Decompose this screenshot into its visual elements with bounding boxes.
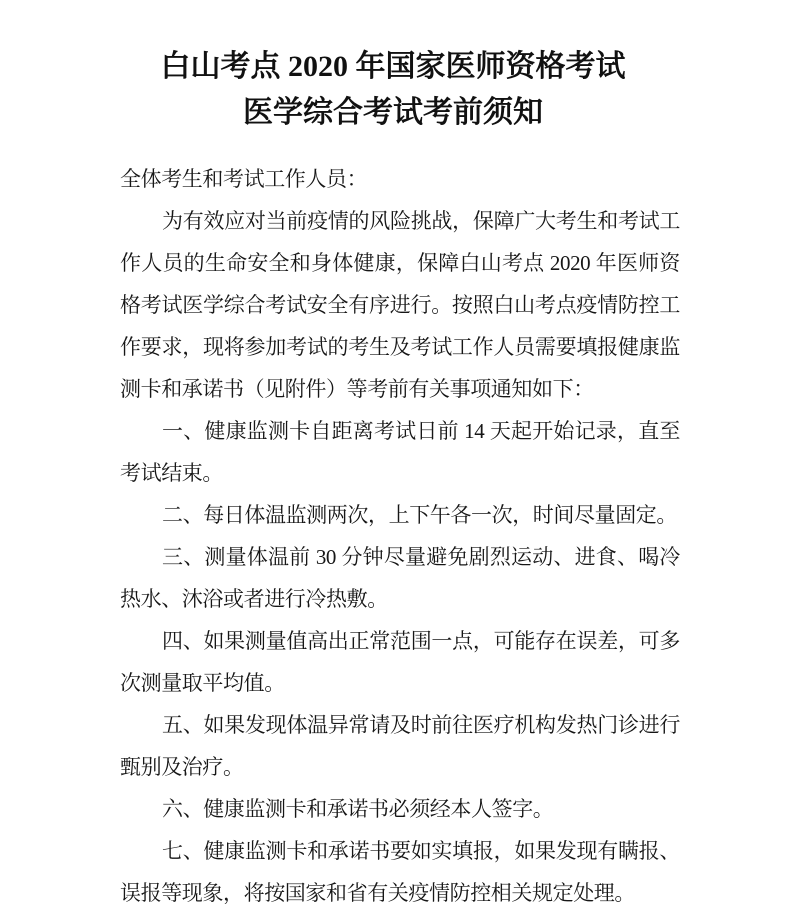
paragraph: 六、健康监测卡和承诺书必须经本人签字。 <box>162 797 554 821</box>
document-body <box>0 158 786 904</box>
document-title-line-2: 医学综合考试考前须知 <box>243 96 543 129</box>
paragraph: 三、测量体温前 30 分钟尽量避免剧烈运动、进食、喝冷热水、沐浴或者进行冷热敷。 <box>120 545 680 611</box>
paragraph: 五、如果发现体温异常请及时前往医疗机构发热门诊进行甄别及治疗。 <box>120 713 680 779</box>
document-title-line-1: 白山考点 2020 年国家医师资格考试 <box>160 50 626 83</box>
paragraph: 二、每日体温监测两次，上下午各一次，时间尽量固定。 <box>162 503 677 527</box>
paragraph: 四、如果测量值高出正常范围一点，可能存在误差，可多次测量取平均值。 <box>120 629 680 695</box>
paragraph: 为有效应对当前疫情的风险挑战，保障广大考生和考试工作人员的生命安全和身体健康，保障白山考点 2020 年医师资格考试医学综合考试安全有序进行。按照白山考点疫情防控工作要求，现将参加考试的考生及考试工作人员需要填报健康监测卡和承诺书（见附件）等考前有关事项通知如下： <box>120 209 680 401</box>
paragraph: 一、健康监测卡自距离考试日前 14 天起开始记录，直至考试结束。 <box>120 419 680 485</box>
document-title <box>0 0 786 136</box>
paragraph: 全体考生和考试工作人员： <box>120 167 368 191</box>
paragraph: 七、健康监测卡和承诺书要如实填报，如果发现有瞒报、误报等现象，将按国家和省有关疫情防控相关规定处理。 <box>120 839 680 904</box>
